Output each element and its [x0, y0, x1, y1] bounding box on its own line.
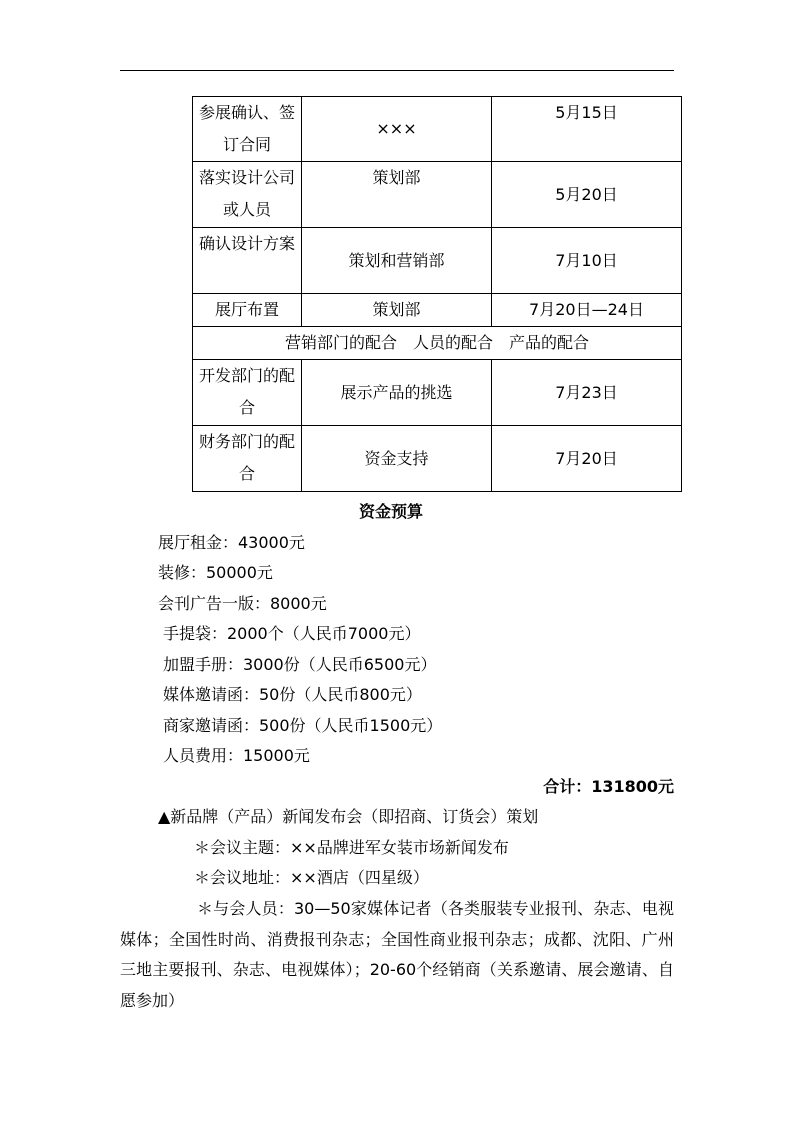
budget-item: 人员费用：15000元: [163, 746, 310, 765]
table-row: [193, 97, 682, 162]
task-cell: 财务部门的配合: [193, 426, 302, 492]
date-cell: 5月20日: [492, 162, 682, 228]
budget-item: 手提袋：2000个（人民币7000元）: [163, 624, 421, 643]
dept-cell: 资金支持: [302, 426, 492, 492]
table-row: [193, 228, 682, 294]
meeting-theme: ＊会议主题：××品牌进军女装市场新闻发布: [194, 838, 509, 857]
table-row: [193, 327, 682, 360]
budget-item: 商家邀请函：500份（人民币1500元）: [163, 716, 443, 735]
dept-cell: 策划部: [302, 162, 492, 228]
date-cell: 7月23日: [492, 360, 682, 426]
budget-title: 资金预算: [359, 502, 424, 521]
table-row: [193, 426, 682, 492]
table-row: [193, 360, 682, 426]
task-cell: 展厅布置: [193, 294, 302, 327]
date-cell: 5月15日: [492, 97, 682, 162]
budget-item: 展厅租金：43000元: [158, 533, 305, 552]
merged-cell: 营销部门的配合 人员的配合 产品的配合: [193, 327, 682, 360]
budget-total: 合计：131800元: [543, 777, 674, 796]
dept-cell: ×××: [302, 97, 492, 162]
dept-cell: 展示产品的挑选: [302, 360, 492, 426]
table-row: [193, 162, 682, 228]
launch-heading: ▲新品牌（产品）新闻发布会（即招商、订货会）策划: [158, 807, 539, 826]
budget-item: 装修：50000元: [158, 563, 273, 582]
budget-item: 加盟手册：3000份（人民币6500元）: [163, 655, 437, 674]
task-cell: 落实设计公司或人员: [193, 162, 302, 228]
dept-cell: 策划和营销部: [302, 228, 492, 294]
budget-item: 媒体邀请函：50份（人民币800元）: [163, 685, 422, 704]
task-cell: 参展确认、签订合同: [193, 97, 302, 162]
table-row: [193, 294, 682, 327]
schedule-table: [192, 96, 682, 492]
task-cell: 确认设计方案: [193, 228, 302, 294]
date-cell: 7月20日: [492, 426, 682, 492]
date-cell: 7月20日—24日: [492, 294, 682, 327]
meeting-attendees: ＊与会人员：30—50家媒体记者（各类服装专业报刊、杂志、电视媒体；全国性时尚、消费报刊杂志；全国性商业报刊杂志；成都、沈阳、广州三地主要报刊、杂志、电视媒体）；20-60个经销商（关系邀请、展会邀请、自愿参加）: [120, 899, 674, 1010]
budget-item: 会刊广告一版：8000元: [158, 594, 327, 613]
date-cell: 7月10日: [492, 228, 682, 294]
header-rule: [120, 70, 674, 71]
dept-cell: 策划部: [302, 294, 492, 327]
task-cell: 开发部门的配合: [193, 360, 302, 426]
meeting-venue: ＊会议地址：××酒店（四星级）: [194, 868, 429, 887]
